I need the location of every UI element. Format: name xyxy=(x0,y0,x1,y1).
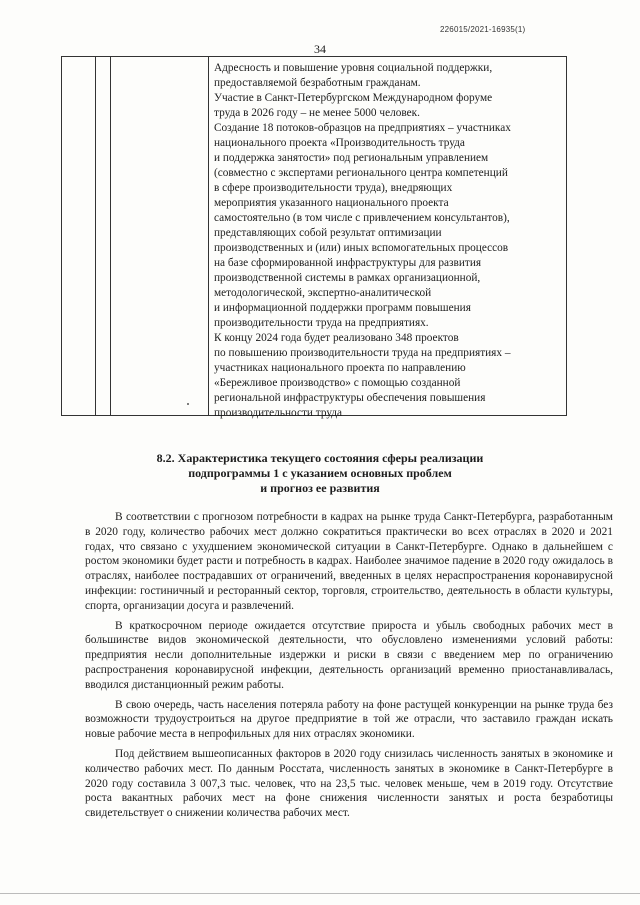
table-cell-line: методологической, экспертно-аналитической xyxy=(214,287,432,299)
table-column-divider xyxy=(208,57,209,415)
table-cell-line: и информационной поддержки программ повышения xyxy=(214,302,471,314)
table-cell-line: по повышению производительности труда на предприятиях – xyxy=(214,347,511,359)
table-cell-line: представляющих собой результат оптимизации xyxy=(214,227,442,239)
table-cell-line: в сфере производительности труда), внедряющих xyxy=(214,182,453,194)
table-cell-line: Адресность и повышение уровня социальной поддержки, xyxy=(214,62,493,74)
table-cell-line: производственной системы в рамках организационной, xyxy=(214,272,481,284)
table-cell-line: и поддержка занятости» под региональным управлением xyxy=(214,152,489,164)
table-cell-line: «Бережливое производство» с помощью созданной xyxy=(214,377,461,389)
body-paragraph: Под действием вышеописанных факторов в 2020 году снизилась численность занятых в экономике и количество рабочих мест. По данным Росстата, численность занятых в экономике в Санкт-Петербурге в 2020 году составила 3 007,3 тыс. человек, что на 23,5 тыс. человек меньше, чем в 2019 году. Отсутствие роста вакантных рабочих мест на фоне снижения численности занятых и роста безработицы свидетельствует о снижении количества рабочих мест. xyxy=(85,747,613,820)
table-cell-line: Создание 18 потоков-образцов на предприятиях – участниках xyxy=(214,122,511,134)
table-cell-line: предоставляемой безработным гражданам. xyxy=(214,77,421,89)
section-body xyxy=(85,510,613,826)
table-column-divider xyxy=(110,57,111,415)
body-paragraph: В соответствии с прогнозом потребности в кадрах на рынке труда Санкт-Петербурга, разработанным в 2020 году, количество рабочих мест должно сократиться практически во всех отраслях в 2020 и 2021 годах, что связано с ухудшением экономической ситуации в Санкт-Петербурге. Однако в дальнейшем с ростом экономики будет расти и потребность в кадрах. Наиболее значимое падение в 2020 году ожидалось в отраслях, наиболее пострадавших от ограничений, введенных в целях нераспространения коронавирусной инфекции: гостиничный и ресторанный сектор, торговля, строительство, деятельность в области культуры, спорта, организации досуга и развлечений. xyxy=(85,511,613,612)
table-cell-line: К концу 2024 года будет реализовано 348 проектов xyxy=(214,332,459,344)
table-cell-line: производительности труда на предприятиях. xyxy=(214,317,429,329)
table-cell-line: национального проекта «Производительность труда xyxy=(214,137,465,149)
heading-line: и прогноз ее развития xyxy=(260,481,380,495)
table-mark xyxy=(187,403,189,405)
table-cell-line: участниках национального проекта по направлению xyxy=(214,362,466,374)
page-number: 34 xyxy=(314,42,326,56)
table-cell-line: Участие в Санкт-Петербургском Международном форуме xyxy=(214,92,493,104)
document-registration-number: 226015/2021-16935(1) xyxy=(440,25,526,34)
table-cell-line: (совместно с экспертами регионального центра компетенций xyxy=(214,167,508,179)
body-paragraph: В краткосрочном периоде ожидается отсутствие прироста и убыль свободных рабочих мест в большинстве видов экономической деятельности, что обусловлено изменениями условий работы: предприятия несли дополнительные издержки и риски в связи с введением мер по ограничению распространения коронавирусной инфекции, деятельность организаций временно приостанавливалась, вводился дистанционный режим работы. xyxy=(85,619,613,691)
table-cell-line: труда в 2026 году – не менее 5000 человек. xyxy=(214,107,420,119)
page-bottom-edge xyxy=(0,893,640,894)
table-cell-line: региональной инфраструктуры обеспечения повышения xyxy=(214,392,486,404)
table-cell-line: на базе сформированной инфраструктуры для развития xyxy=(214,257,482,269)
table-cell-text xyxy=(214,61,566,421)
table-column-divider xyxy=(95,57,96,415)
body-paragraph: В свою очередь, часть населения потеряла работу на фоне растущей конкуренции на рынке труда без возможности трудоустроиться на другое предприятие в той же отрасли, что заставило граждан искать новые рабочие места в непрофильных для них отраслях экономики. xyxy=(85,698,613,741)
heading-line: подпрограммы 1 с указанием основных проблем xyxy=(188,466,452,480)
table-cell-line: самостоятельно (в том числе с привлечением консультантов), xyxy=(214,212,510,224)
continuation-table xyxy=(61,56,567,419)
table-cell-line: производительности труда xyxy=(214,407,343,419)
table-cell-line: производственных и (или) иных вспомогательных процессов xyxy=(214,242,509,254)
table-cell-line: мероприятия указанного национального проекта xyxy=(214,197,449,209)
heading-line: 8.2. Характеристика текущего состояния сферы реализации xyxy=(156,451,484,465)
section-heading xyxy=(60,451,580,496)
